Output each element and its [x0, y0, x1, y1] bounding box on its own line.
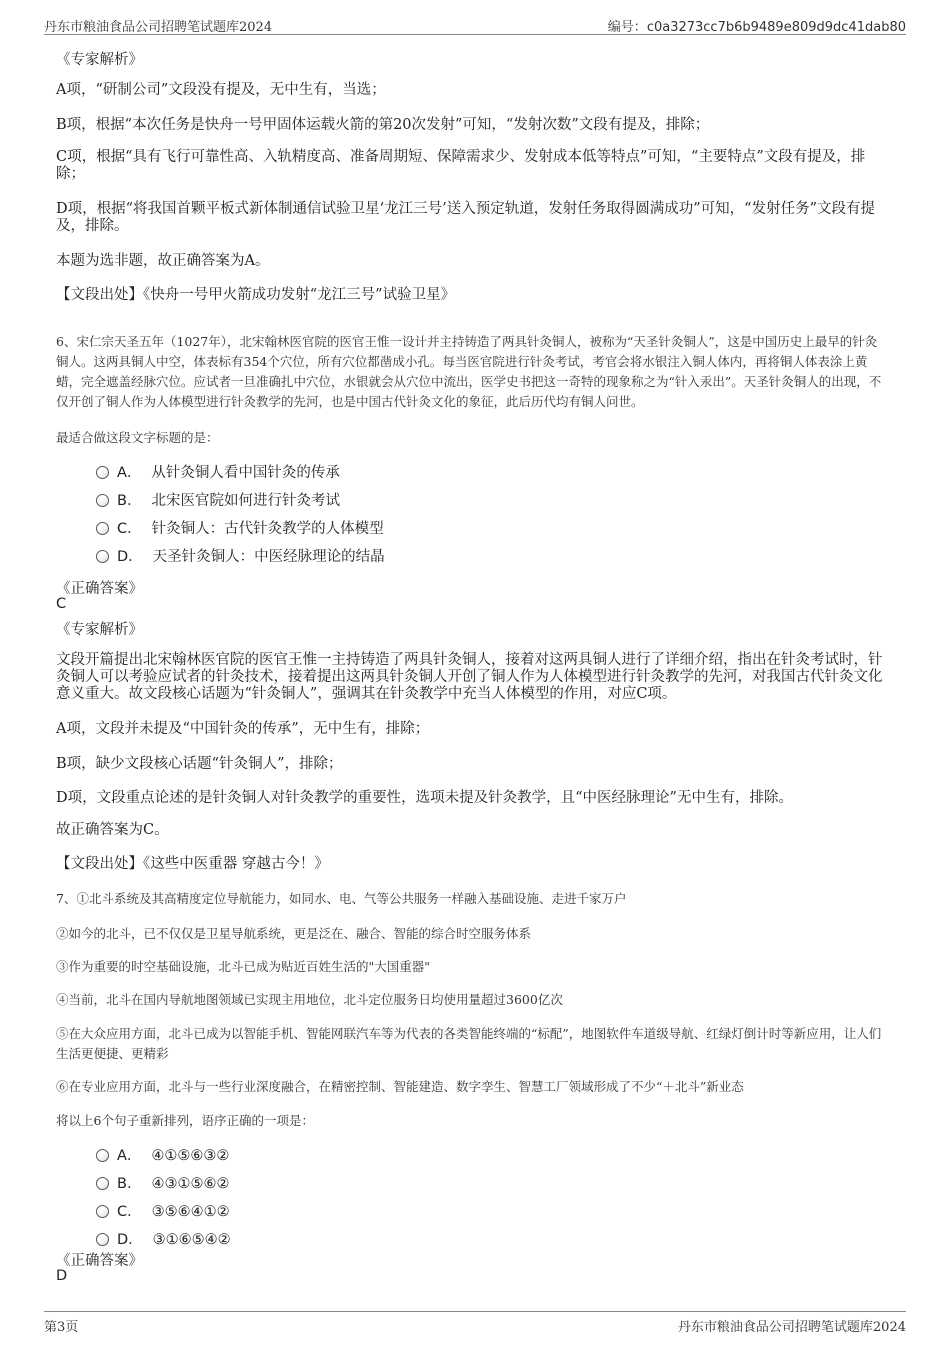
- q7-question: 将以上6个句子重新排列，语序正确的一项是：: [56, 1113, 314, 1128]
- q6-analysis-a: A项，文段并未提及“中国针灸的传承”，无中生有，排除；: [56, 721, 430, 737]
- q6-stem: 6、宋仁宗天圣五年（1027年），北宋翰林医官院的医官王惟一设计并主持铸造了两具针灸铜人，被称为“天圣针灸铜人”，这是中国历史上最早的针灸铜人。这两具铜人中空，体表标有354个穴位，所有穴位都凿成小孔。每当医官院进行针灸考试，考官会将水银注入铜人体内，再将铜人体表涂上黄蜡，完全遮盖经脉穴位。应试者一旦准确扎中穴位，水银就会从穴位中流出，医学史书把这一奇特的现象称之为“针入汞出”。天圣针灸铜人的出现，不仅开创了铜人作为人体模型进行针灸教学的先河，也是中国古代针灸文化的象征，此后历代均有铜人问世。: [56, 334, 882, 409]
- q6-analysis-b: B项，缺少文段核心话题“针灸铜人”，排除；: [56, 756, 343, 772]
- q6-conclusion: 故正确答案为C。: [56, 822, 169, 838]
- radio-icon[interactable]: [96, 1149, 109, 1162]
- q5-analysis-d: D项，根据“将我国首颗平板式新体制通信试验卫星‘龙江三号’送入预定轨道，发射任务取得圆满成功”可知，“发射任务”文段有提及，排除。: [56, 201, 875, 234]
- q7-option-b[interactable]: B． ④③①⑤⑥②: [96, 1174, 229, 1194]
- q6-question: 最适合做这段文字标题的是：: [56, 430, 219, 445]
- q6-option-a[interactable]: A． 从针灸铜人看中国针灸的传承: [96, 463, 340, 483]
- radio-icon[interactable]: [96, 466, 109, 479]
- header-code-label: 编号：: [607, 20, 647, 35]
- header-code-value: c0a3273cc7b6b9489e809d9dc41dab80: [646, 20, 906, 35]
- q5-analysis-c: C项，根据“具有飞行可靠性高、入轨精度高、准备周期短、保障需求少、发射成本低等特点”可知，“主要特点”文段有提及，排除；: [56, 149, 866, 182]
- q7-sentence-1: 7、①北斗系统及其高精度定位导航能力，如同水、电、气等公共服务一样融入基础设施、走进千家万户: [56, 891, 627, 906]
- q6-analysis-d: D项，文段重点论述的是针灸铜人对针灸教学的重要性，选项未提及针灸教学，且“中医经脉理论”无中生有，排除。: [56, 790, 793, 806]
- radio-icon[interactable]: [96, 1233, 109, 1246]
- q6-option-c[interactable]: C． 针灸铜人：古代针灸教学的人体模型: [96, 519, 384, 539]
- q6-option-d[interactable]: D． 天圣针灸铜人：中医经脉理论的结晶: [96, 547, 385, 567]
- q7-sentence-4: ④当前，北斗在国内导航地图领域已实现主用地位，北斗定位服务日均使用量超过3600亿次: [56, 992, 563, 1007]
- q7-answer-title: 《正确答案》: [56, 1253, 143, 1269]
- q7-sentence-5: ⑤在大众应用方面，北斗已成为以智能手机、智能网联汽车等为代表的各类智能终端的“标配”，地图软件车道级导航、红绿灯倒计时等新应用，让人们生活更便捷、更精彩: [56, 1026, 882, 1061]
- header-title: 丹东市粮油食品公司招聘笔试题库2024: [44, 20, 273, 35]
- q5-conclusion: 本题为选非题，故正确答案为A。: [56, 253, 270, 269]
- radio-icon[interactable]: [96, 1205, 109, 1218]
- q7-option-a[interactable]: A． ④①⑤⑥③②: [96, 1146, 229, 1166]
- page-header: [44, 14, 906, 35]
- radio-icon[interactable]: [96, 522, 109, 535]
- footer-title: 丹东市粮油食品公司招聘笔试题库2024: [677, 1320, 906, 1335]
- q5-analysis-title: 《专家解析》: [56, 52, 143, 68]
- q6-analysis-title: 《专家解析》: [56, 622, 143, 638]
- q6-answer-title: 《正确答案》: [56, 581, 143, 597]
- q5-analysis-a: A项，“研制公司”文段没有提及，无中生有，当选；: [56, 82, 386, 98]
- q6-option-b[interactable]: B． 北宋医官院如何进行针灸考试: [96, 491, 340, 511]
- radio-icon[interactable]: [96, 550, 109, 563]
- q5-analysis-b: B项，根据“本次任务是快舟一号甲固体运载火箭的第20次发射”可知，“发射次数”文段有提及，排除；: [56, 117, 710, 133]
- radio-icon[interactable]: [96, 494, 109, 507]
- q6-analysis-main: 文段开篇提出北宋翰林医官院的医官王惟一主持铸造了两具针灸铜人，接着对这两具铜人进行了详细介绍，指出在针灸考试时，针灸铜人可以考验应试者的针灸技术，接着提出这两具针灸铜人开创了铜人作为人体模型进行针灸教学的先河，对我国古代针灸文化意义重大。故文段核心话题为“针灸铜人”，强调其在针灸教学中充当人体模型的作用，对应C项。: [56, 652, 883, 702]
- radio-icon[interactable]: [96, 1177, 109, 1190]
- header-code: [608, 16, 906, 35]
- q7-option-c[interactable]: C． ③⑤⑥④①②: [96, 1202, 230, 1222]
- q6-answer: C: [56, 596, 67, 612]
- q5-source: 【文段出处】《快舟一号甲火箭成功发射“龙江三号”试验卫星》: [56, 287, 456, 303]
- page-footer: [44, 1311, 906, 1334]
- q7-sentence-2: ②如今的北斗，已不仅仅是卫星导航系统，更是泛在、融合、智能的综合时空服务体系: [56, 926, 532, 941]
- q7-sentence-3: ③作为重要的时空基础设施，北斗已成为贴近百姓生活的"大国重器": [56, 959, 431, 974]
- q7-option-d[interactable]: D． ③①⑥⑤④②: [96, 1230, 231, 1250]
- page-number: 第3页: [44, 1320, 79, 1335]
- q7-sentence-6: ⑥在专业应用方面，北斗与一些行业深度融合，在精密控制、智能建造、数字孪生、智慧工厂领域形成了不少“＋北斗”新业态: [56, 1079, 744, 1094]
- q7-answer: D: [56, 1268, 68, 1284]
- q6-source: 【文段出处】《这些中医重器 穿越古今！》: [56, 856, 329, 872]
